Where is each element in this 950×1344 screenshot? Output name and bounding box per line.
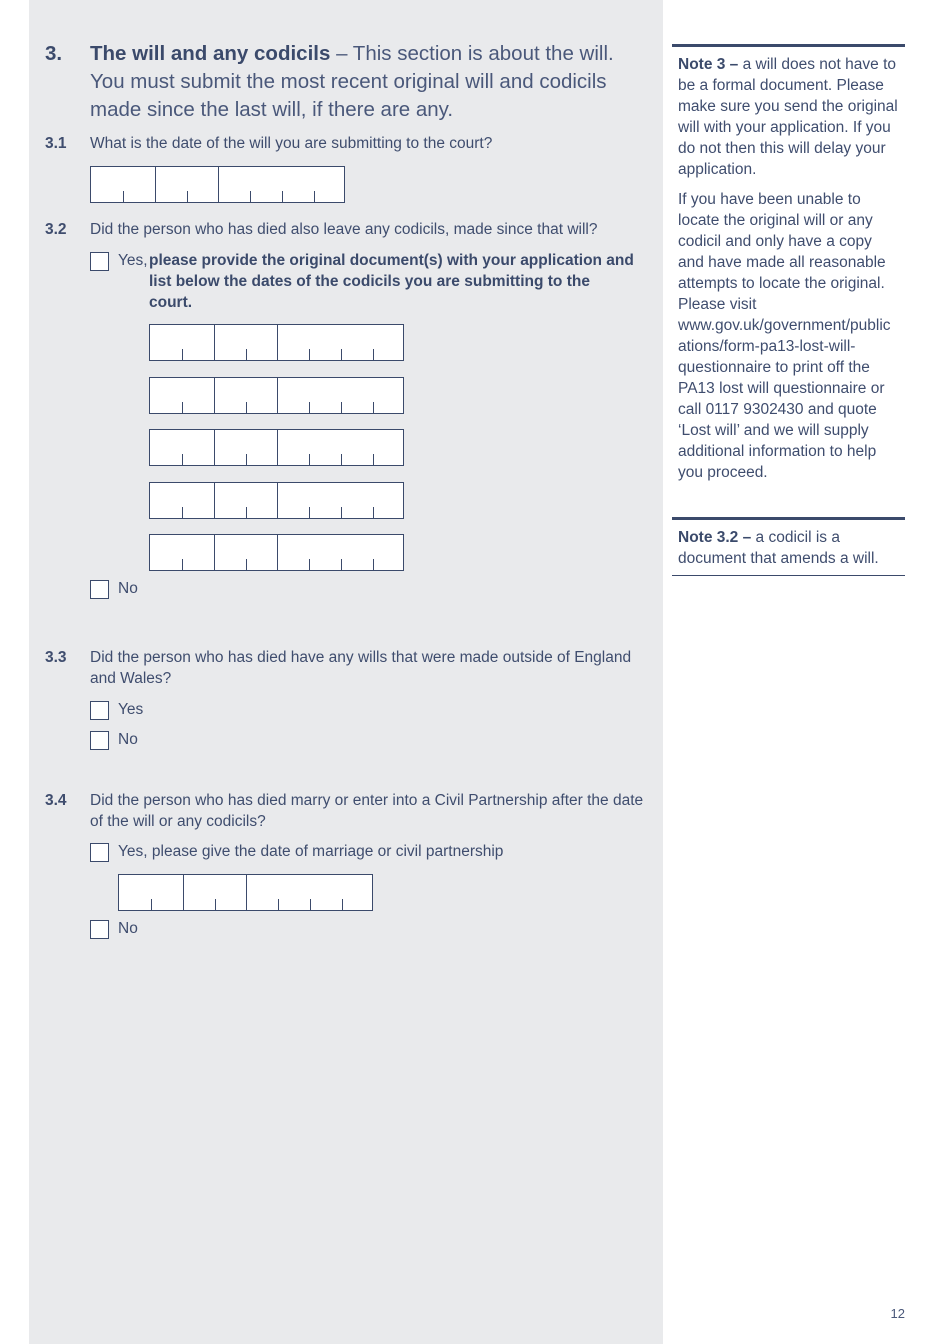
date-tick xyxy=(310,899,311,910)
question-3-2 xyxy=(45,219,645,241)
note-3-2 xyxy=(672,517,905,576)
note-3-label: Note 3 – xyxy=(678,56,739,73)
date-tick xyxy=(182,349,183,360)
date-tick xyxy=(341,454,342,465)
date-tick xyxy=(309,454,310,465)
date-tick xyxy=(278,899,279,910)
no-label: No xyxy=(118,920,138,937)
date-tick xyxy=(246,559,247,570)
date-tick xyxy=(123,191,124,202)
question-3-4 xyxy=(45,790,650,834)
codicil-date-input-3[interactable] xyxy=(149,429,404,466)
outside-wills-yes-checkbox[interactable] xyxy=(90,701,109,720)
date-tick xyxy=(341,402,342,413)
date-separator xyxy=(214,430,215,465)
date-separator xyxy=(277,483,278,518)
question-3-3 xyxy=(45,647,650,691)
date-tick xyxy=(246,349,247,360)
notes-column xyxy=(672,44,905,489)
date-tick xyxy=(373,402,374,413)
marriage-yes-option xyxy=(90,841,630,863)
date-separator xyxy=(218,167,219,202)
date-tick xyxy=(182,507,183,518)
date-tick xyxy=(246,402,247,413)
date-separator xyxy=(183,875,184,910)
section-heading-text xyxy=(90,40,630,124)
marriage-no-checkbox[interactable] xyxy=(90,920,109,939)
question-text: Did the person who has died have any wills that were made outside of England and Wales? xyxy=(90,649,632,687)
date-tick xyxy=(314,191,315,202)
note-3-para-1 xyxy=(678,54,899,180)
date-tick xyxy=(341,507,342,518)
date-tick xyxy=(282,191,283,202)
codicil-date-input-5[interactable] xyxy=(149,534,404,571)
no-label: No xyxy=(118,731,138,748)
section-number: 3. xyxy=(45,42,63,65)
date-tick xyxy=(187,191,188,202)
question-number: 3.2 xyxy=(45,221,67,238)
marriage-yes-label: Yes, please give the date of marriage or civil partnership xyxy=(118,843,504,860)
date-tick xyxy=(246,454,247,465)
question-number: 3.3 xyxy=(45,649,67,666)
question-number: 3.4 xyxy=(45,792,67,809)
page-number: 12 xyxy=(890,1306,905,1321)
codicil-date-input-2[interactable] xyxy=(149,377,404,414)
date-tick xyxy=(309,507,310,518)
date-separator xyxy=(214,378,215,413)
date-tick xyxy=(373,507,374,518)
codicil-instruction-text: please provide the original document(s) with your application and list below the dates of the codicils you are submitting to the court. xyxy=(149,252,634,311)
section-intro: – This section is about the will. You must submit the most recent original will and codicils made since the last will, if there are any. xyxy=(90,42,614,121)
date-separator xyxy=(214,325,215,360)
date-tick xyxy=(373,349,374,360)
date-tick xyxy=(309,559,310,570)
outside-wills-yes-option xyxy=(90,699,290,721)
yes-label: Yes xyxy=(118,701,144,718)
date-separator xyxy=(246,875,247,910)
date-tick xyxy=(246,507,247,518)
marriage-yes-checkbox[interactable] xyxy=(90,843,109,862)
date-tick xyxy=(373,454,374,465)
note-3-2-text: a codicil is a document that amends a will. xyxy=(678,529,879,567)
date-tick xyxy=(151,899,152,910)
note-3-para-2: If you have been unable to locate the original will or any codicil and only have a copy and have made all reasonable attempts to locate the original. Please visit www.gov.uk/government/publications/form-pa13-lost-will-questionnaire to print off the PA13 lost will questionnaire or call 0117 9302430 and quote ‘Lost will’ and we will supply additional information to help you proceed. xyxy=(678,191,891,481)
section-title: The will and any codicils xyxy=(90,42,331,65)
date-tick xyxy=(373,559,374,570)
date-separator xyxy=(277,430,278,465)
marriage-no-option xyxy=(90,918,290,940)
no-label: No xyxy=(118,580,138,597)
note-3-text: a will does not have to be a formal document. Please make sure you send the original will with your application. If you do not then this will delay your application. xyxy=(678,56,898,178)
date-tick xyxy=(309,349,310,360)
codicil-instruction xyxy=(149,250,634,313)
marriage-date-input[interactable] xyxy=(118,874,373,911)
outside-wills-no-checkbox[interactable] xyxy=(90,731,109,750)
codicil-date-input-1[interactable] xyxy=(149,324,404,361)
date-tick xyxy=(182,402,183,413)
date-tick xyxy=(341,349,342,360)
date-separator xyxy=(155,167,156,202)
question-text: What is the date of the will you are submitting to the court? xyxy=(90,135,493,152)
will-date-input[interactable] xyxy=(90,166,345,203)
date-separator xyxy=(277,378,278,413)
date-separator xyxy=(277,535,278,570)
question-text: Did the person who has died also leave any codicils, made since that will? xyxy=(90,221,598,238)
date-tick xyxy=(309,402,310,413)
codicil-yes-checkbox[interactable] xyxy=(90,252,109,271)
date-separator xyxy=(214,535,215,570)
yes-label: Yes, xyxy=(118,252,148,269)
codicil-yes-option xyxy=(90,250,635,316)
question-3-1 xyxy=(45,133,645,155)
date-tick xyxy=(215,899,216,910)
date-tick xyxy=(182,559,183,570)
date-tick xyxy=(182,454,183,465)
codicil-date-input-4[interactable] xyxy=(149,482,404,519)
question-number: 3.1 xyxy=(45,135,67,152)
note-3-2-label: Note 3.2 – xyxy=(678,529,752,546)
date-separator xyxy=(214,483,215,518)
question-text: Did the person who has died marry or enter into a Civil Partnership after the date of the will or any codicils? xyxy=(90,792,644,830)
codicil-no-checkbox[interactable] xyxy=(90,580,109,599)
date-tick xyxy=(341,559,342,570)
note-3 xyxy=(672,44,905,489)
date-tick xyxy=(342,899,343,910)
date-tick xyxy=(250,191,251,202)
outside-wills-no-option xyxy=(90,729,290,751)
date-separator xyxy=(277,325,278,360)
codicil-no-option xyxy=(90,578,290,600)
